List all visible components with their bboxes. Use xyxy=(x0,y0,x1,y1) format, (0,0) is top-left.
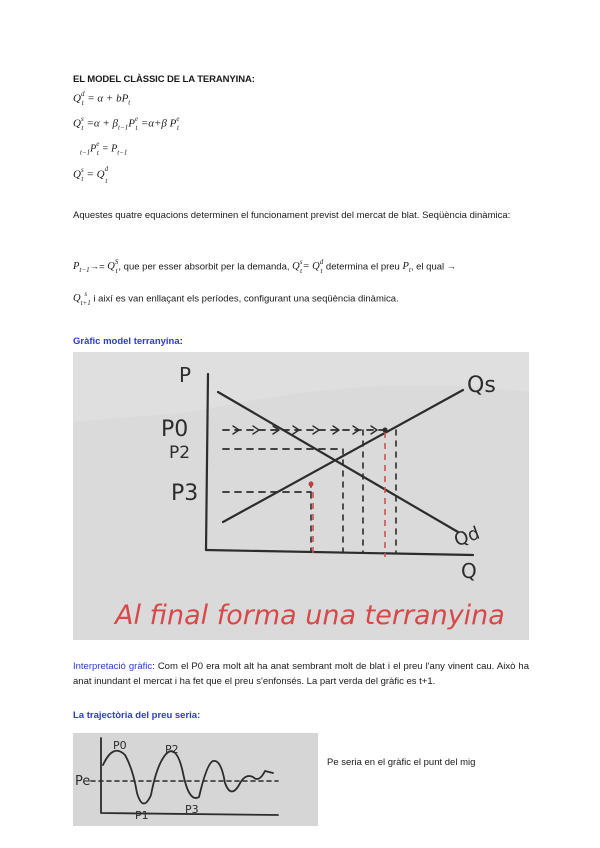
paragraph-sequence-line2: Q s t+1 i així es van enllaçant els períodes, configurant una seqüència dinàmica. xyxy=(73,290,399,307)
trajectory-label-p0: P0 xyxy=(113,739,127,752)
paragraph-sequence-line1: $P_{t-1}\to= Q$ S t , que per esser absorbit per la demanda, Q s t = Q d t determina el preu $P_t$, el qual → xyxy=(73,258,457,275)
graph-caption: Al final forma una terranyina xyxy=(115,600,505,631)
trajectory-photo xyxy=(73,733,318,826)
price-label-p3: P3 xyxy=(171,481,199,506)
demand-label: Qd xyxy=(451,522,483,552)
side-note: Pe seria en el gràfic el punt del mig xyxy=(327,757,476,768)
price-label-p2: P2 xyxy=(169,443,191,463)
equation-demand: Q d t = $\alpha + bP_t$ xyxy=(73,90,131,107)
equation-equilibrium: Q s t = Q d t xyxy=(73,165,109,185)
cobweb-graph-photo xyxy=(73,352,529,640)
page-heading: EL MODEL CLÀSSIC DE LA TERANYINA: xyxy=(73,74,255,85)
trajectory-label-p3: P3 xyxy=(185,803,199,816)
price-label-p0: P0 xyxy=(161,417,189,442)
cobweb-point-p0 xyxy=(383,428,388,433)
equation-supply: Q s t $=\alpha + \beta_{t-1}P$ e t =α+β P e t xyxy=(73,115,180,132)
equation-expectation: $_{t-1}$P e t = $P_{t-1}$ xyxy=(80,140,128,157)
supply-label: Qs xyxy=(467,373,496,398)
axis-p-label: P xyxy=(179,363,192,387)
cobweb-graph xyxy=(73,352,529,640)
axis-q-label: Q xyxy=(461,559,477,583)
interpretation-paragraph: Interpretació gràfic: Com el P0 era molt alt ha anat sembrant molt de blat i el preu l'any vinent cau. Això ha anat inundant el mercat i ha fet que el preu s'enfonsés. La part verda del gràfic es t+1. xyxy=(73,661,529,687)
trajectory-heading: La trajectòria del preu seria: xyxy=(73,710,201,721)
paragraph-intro: Aquestes quatre equacions determinen el funcionament previst del mercat de blat. Seqüència dinàmica: xyxy=(73,210,511,221)
trajectory-label-pe: Pe xyxy=(75,774,91,789)
trajectory-graph xyxy=(73,733,318,826)
graph-heading: Gràfic model terranyina: xyxy=(73,336,183,347)
interpretation-label: Interpretació gràfic xyxy=(73,661,153,672)
cobweb-point-p3 xyxy=(309,482,314,487)
trajectory-label-p2: P2 xyxy=(165,743,179,756)
trajectory-label-p1: P1 xyxy=(135,809,149,822)
